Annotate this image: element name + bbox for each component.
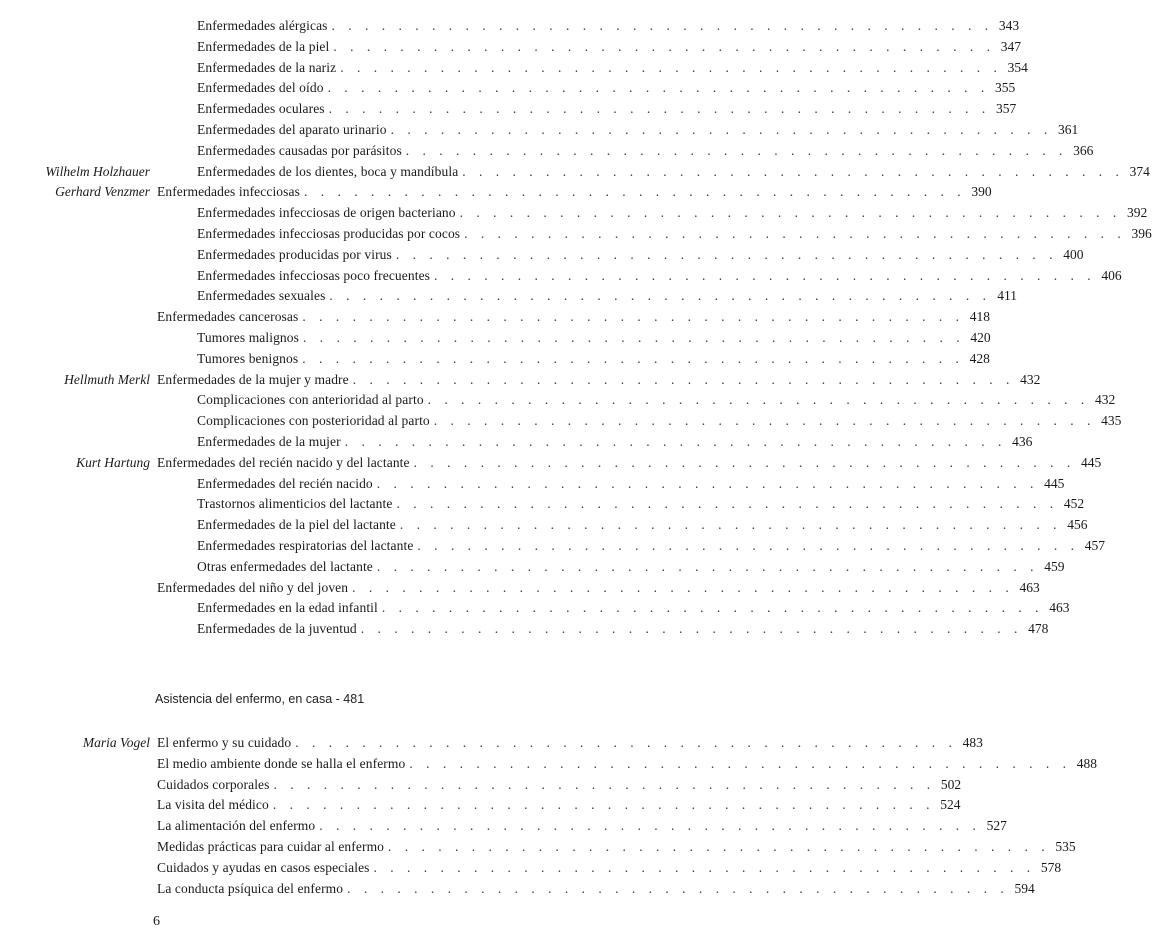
toc-entry-title: Enfermedades de la nariz: [197, 59, 337, 75]
toc-row: [0, 816, 1007, 837]
toc-entry-page: 436: [1012, 433, 1033, 449]
toc-row: [0, 598, 1070, 619]
toc-entry-title: Enfermedades oculares: [197, 101, 325, 117]
toc-entry[interactable]: [197, 162, 1150, 183]
toc-entry-title: Enfermedades del niño y del joven: [157, 579, 349, 595]
dot-leader: . . . . . . . . . . . . . . . . . . . . . . . . . . . . . . . . . . . . . . . .: [331, 18, 994, 33]
toc-entry-title: Trastornos alimenticios del lactante: [197, 496, 393, 512]
toc-entry-page: 390: [971, 184, 992, 200]
toc-row: [0, 203, 1148, 224]
toc-entry-title: Enfermedades del recién nacido y del lactante: [157, 454, 410, 470]
dot-leader: . . . . . . . . . . . . . . . . . . . . . . . . . . . . . . . . . . . . . . . .: [427, 392, 1090, 408]
dot-leader: . . . . . . . . . . . . . . . . . . . . . . . . . . . . . . . . . . . . . . . .: [352, 371, 1015, 387]
toc-row: [0, 182, 992, 203]
dot-leader: . . . . . . . . . . . . . . . . . . . . . . . . . . . . . . . . . . . . . . . .: [273, 776, 936, 792]
toc-entry[interactable]: [157, 879, 1035, 900]
toc-entry-page: 456: [1067, 517, 1088, 533]
toc-entry[interactable]: [157, 182, 992, 203]
dot-leader: . . . . . . . . . . . . . . . . . . . . . . . . . . . . . . . . . . . . . . . .: [399, 517, 1062, 533]
toc-row: [0, 432, 1033, 453]
toc-entry-page: 457: [1084, 537, 1106, 553]
toc-entry-page: 374: [1129, 163, 1150, 179]
toc-row: [0, 754, 1097, 775]
dot-leader: . . . . . . . . . . . . . . . . . . . . . . . . . . . . . . . . . . . . . . . .: [376, 558, 1039, 574]
dot-leader: . . . . . . . . . . . . . . . . . . . . . . . . . . . . . . . . . . . . . . . .: [405, 142, 1068, 158]
toc-entry[interactable]: [197, 224, 1152, 245]
toc-entry-title: Enfermedades de la piel: [197, 38, 330, 54]
toc-entry[interactable]: [157, 837, 1076, 858]
toc-entry-page: 535: [1055, 838, 1076, 854]
toc-entry[interactable]: [157, 858, 1062, 879]
dot-leader: . . . . . . . . . . . . . . . . . . . . . . . . . . . . . . . . . . . . . . . .: [417, 537, 1080, 553]
toc-row: [0, 619, 1049, 640]
toc-entry[interactable]: [197, 432, 1033, 453]
toc-row: [0, 16, 1020, 37]
dot-leader: . . . . . . . . . . . . . . . . . . . . . . . . . . . . . . . . . . . . . . . .: [333, 38, 995, 54]
toc-entry[interactable]: [197, 515, 1088, 536]
dot-leader: . . . . . . . . . . . . . . . . . . . . . . . . . . . . . . . . . . . . . . . .: [347, 880, 1009, 896]
toc-row: [0, 245, 1084, 266]
dot-leader: . . . . . . . . . . . . . . . . . . . . . . . . . . . . . . . . . . . . . . . .: [328, 101, 991, 117]
toc-row: [0, 120, 1079, 141]
toc-entry-page: 347: [1000, 38, 1021, 54]
toc-row: [0, 733, 983, 754]
toc-entry-page: 463: [1049, 600, 1070, 616]
dot-leader: . . . . . . . . . . . . . . . . . . . . . . . . . . . . . . . . . . . . . . . .: [302, 309, 964, 325]
toc-entry-title: Enfermedades del oído: [197, 80, 324, 96]
dot-leader: . . . . . . . . . . . . . . . . . . . . . . . . . . . . . . . . . . . . . . . .: [434, 267, 1096, 283]
toc-entry-title: El medio ambiente donde se halla el enfermo: [157, 755, 406, 771]
toc-entry-title: Enfermedades sexuales: [197, 288, 326, 304]
toc-row: [0, 879, 1035, 900]
toc-entry-page: 524: [940, 797, 961, 813]
toc-entry-title: Enfermedades de la mujer y madre: [157, 371, 349, 387]
dot-leader: . . . . . . . . . . . . . . . . . . . . . . . . . . . . . . . . . . . . . . . .: [303, 329, 965, 345]
dot-leader: . . . . . . . . . . . . . . . . . . . . . . . . . . . . . . . . . . . . . . . .: [376, 475, 1039, 491]
toc-entry[interactable]: [197, 120, 1079, 141]
toc-entry[interactable]: [197, 37, 1021, 58]
toc-entry-title: Enfermedades infecciosas producidas por cocos: [197, 225, 461, 241]
toc-entry-page: 432: [1095, 392, 1116, 408]
toc-entry-title: Tumores benignos: [197, 350, 299, 366]
dot-leader: . . . . . . . . . . . . . . . . . . . . . . . . . . . . . . . . . . . . . . . .: [302, 350, 964, 366]
toc-row: [0, 775, 962, 796]
toc-entry-title: Enfermedades infecciosas poco frecuentes: [197, 267, 431, 283]
toc-entry-page: 355: [994, 80, 1016, 96]
toc-entry[interactable]: [197, 598, 1070, 619]
dot-leader: . . . . . . . . . . . . . . . . . . . . . . . . . . . . . . . . . . . . . . . .: [340, 59, 1002, 75]
toc-entry[interactable]: [197, 286, 1018, 307]
toc-entry-page: 418: [969, 309, 990, 325]
toc-entry-page: 396: [1131, 225, 1152, 241]
toc-row: [0, 58, 1028, 79]
toc-entry[interactable]: [157, 578, 1040, 599]
toc-author: Wilhelm Holzhauer: [45, 163, 150, 179]
toc-entry-page: 432: [1020, 371, 1041, 387]
toc-entry-page: 435: [1101, 413, 1122, 429]
toc-section-home-care: [0, 733, 1097, 899]
section-heading: Asistencia del enfermo, en casa - 481: [155, 692, 365, 706]
toc-entry[interactable]: [157, 816, 1007, 837]
toc-entry-page: 488: [1076, 755, 1097, 771]
toc-entry-page: 502: [940, 776, 962, 792]
toc-entry-page: 478: [1028, 621, 1049, 637]
toc-entry[interactable]: [197, 141, 1094, 162]
toc-entry[interactable]: [197, 494, 1085, 515]
toc-entry-page: 392: [1127, 205, 1148, 221]
toc-entry-title: Enfermedades cancerosas: [157, 309, 299, 325]
toc-entry-page: 343: [998, 18, 1020, 33]
toc-row: [0, 370, 1041, 391]
toc-row: [0, 141, 1094, 162]
toc-author: Hellmuth Merkl: [64, 371, 150, 387]
toc-row: [0, 266, 1122, 287]
toc-entry-page: 463: [1019, 579, 1040, 595]
toc-entry[interactable]: [197, 474, 1065, 495]
toc-entry[interactable]: [157, 370, 1041, 391]
toc-entry-title: Tumores malignos: [197, 329, 299, 345]
toc-entry-page: 445: [1044, 475, 1065, 491]
toc-entry-page: 578: [1040, 859, 1062, 875]
toc-entry-title: Enfermedades de los dientes, boca y mandíbula: [197, 163, 459, 179]
toc-entry[interactable]: [197, 536, 1106, 557]
toc-author: Maria Vogel: [82, 735, 150, 750]
toc-entry-title: Enfermedades del recién nacido: [197, 475, 373, 491]
toc-entry[interactable]: [157, 754, 1097, 775]
dot-leader: . . . . . . . . . . . . . . . . . . . . . . . . . . . . . . . . . . . . . . . .: [390, 121, 1053, 137]
toc-entry[interactable]: [197, 203, 1148, 224]
dot-leader: . . . . . . . . . . . . . . . . . . . . . . . . . . . . . . . . . . . . . . . .: [344, 433, 1007, 449]
toc-entry-page: 420: [970, 329, 991, 345]
dot-leader: . . . . . . . . . . . . . . . . . . . . . . . . . . . . . . . . . . . . . . . .: [459, 205, 1122, 221]
toc-entry-title: Enfermedades producidas por virus: [197, 246, 392, 262]
toc-entry-page: 361: [1057, 121, 1079, 137]
toc-entry-title: Complicaciones con posterioridad al parto: [197, 413, 430, 429]
toc-entry[interactable]: [157, 307, 990, 328]
toc-row: [0, 390, 1116, 411]
toc-row: [0, 78, 1016, 99]
toc-entry-page: 357: [996, 101, 1017, 117]
toc-entry-page: 354: [1007, 59, 1028, 75]
toc-entry-title: Enfermedades de la piel del lactante: [197, 517, 396, 533]
toc-row: [0, 286, 1018, 307]
dot-leader: . . . . . . . . . . . . . . . . . . . . . . . . . . . . . . . . . . . . . . . .: [329, 288, 992, 304]
toc-entry[interactable]: [197, 245, 1084, 266]
toc-entry-title: La alimentación del enfermo: [157, 818, 316, 834]
toc-entry-title: Cuidados corporales: [157, 776, 270, 792]
toc-entry-title: Enfermedades de la mujer: [197, 433, 341, 449]
toc-entry-title: La visita del médico: [157, 797, 269, 813]
toc-entry-page: 459: [1044, 558, 1065, 574]
toc-entry-title: Cuidados y ayudas en casos especiales: [157, 859, 370, 875]
toc-row: [0, 349, 990, 370]
toc-row: [0, 858, 1062, 879]
toc-row: [0, 837, 1076, 858]
toc-row: [0, 474, 1065, 495]
toc-entry[interactable]: [197, 266, 1122, 287]
toc-entry-title: Otras enfermedades del lactante: [197, 558, 373, 574]
toc-row: [0, 494, 1085, 515]
toc-row: [0, 557, 1065, 578]
toc-entry-title: Enfermedades del aparato urinario: [197, 121, 387, 137]
toc-entry[interactable]: [197, 78, 1016, 99]
toc-entry-page: 527: [986, 818, 1007, 834]
toc-entry-page: 452: [1063, 496, 1085, 512]
toc-row: [0, 411, 1122, 432]
toc-entry-title: Enfermedades en la edad infantil: [197, 600, 378, 616]
toc-entry-title: Enfermedades de la juventud: [197, 621, 357, 637]
toc-entry[interactable]: [197, 411, 1122, 432]
toc-entry[interactable]: [157, 733, 983, 754]
toc-entry[interactable]: [197, 16, 1020, 37]
toc-entry-title: La conducta psíquica del enfermo: [157, 880, 344, 896]
toc-entry-page: 366: [1073, 142, 1094, 158]
dot-leader: . . . . . . . . . . . . . . . . . . . . . . . . . . . . . . . . . . . . . . . .: [413, 454, 1076, 470]
toc-row: [0, 578, 1040, 599]
toc-author: Kurt Hartung: [76, 454, 150, 470]
dot-leader: . . . . . . . . . . . . . . . . . . . . . . . . . . . . . . . . . . . . . . . .: [409, 755, 1071, 771]
dot-leader: . . . . . . . . . . . . . . . . . . . . . . . . . . . . . . . . . . . . . . . .: [395, 246, 1058, 262]
dot-leader: . . . . . . . . . . . . . . . . . . . . . . . . . . . . . . . . . . . . . . . .: [462, 163, 1124, 179]
toc-entry-page: 594: [1014, 880, 1035, 896]
dot-leader: . . . . . . . . . . . . . . . . . . . . . . . . . . . . . . . . . . . . . . . .: [352, 579, 1014, 595]
toc-entry[interactable]: [197, 328, 991, 349]
dot-leader: . . . . . . . . . . . . . . . . . . . . . . . . . . . . . . . . . . . . . . . .: [295, 735, 957, 750]
toc-entry-page: 445: [1081, 454, 1102, 470]
toc-entry[interactable]: [197, 390, 1116, 411]
toc-entry-title: Medidas prácticas para cuidar al enfermo: [157, 838, 385, 854]
dot-leader: . . . . . . . . . . . . . . . . . . . . . . . . . . . . . . . . . . . . . . . .: [373, 859, 1036, 875]
toc-row: [0, 37, 1021, 58]
toc-entry-title: Enfermedades infecciosas de origen bacteriano: [197, 205, 456, 221]
toc-row: [0, 795, 961, 816]
page-number: 6: [153, 914, 160, 929]
toc-entry[interactable]: [197, 99, 1017, 120]
dot-leader: . . . . . . . . . . . . . . . . . . . . . . . . . . . . . . . . . . . . . . . .: [327, 80, 990, 96]
toc-entry[interactable]: [157, 795, 961, 816]
toc-entry-page: 483: [962, 735, 983, 750]
toc-row: [0, 536, 1106, 557]
toc-author: Gerhard Venzmer: [55, 184, 150, 200]
toc-row: [0, 162, 1150, 183]
toc-row: [0, 515, 1088, 536]
toc-row: [0, 453, 1102, 474]
toc-entry-title: Enfermedades alérgicas: [197, 18, 328, 33]
toc-entry-title: Enfermedades causadas por parásitos: [197, 142, 402, 158]
dot-leader: . . . . . . . . . . . . . . . . . . . . . . . . . . . . . . . . . . . . . . . .: [303, 184, 966, 200]
toc-entry-title: Complicaciones con anterioridad al parto: [197, 392, 424, 408]
toc-entry[interactable]: [157, 453, 1102, 474]
dot-leader: . . . . . . . . . . . . . . . . . . . . . . . . . . . . . . . . . . . . . . . .: [272, 797, 935, 813]
toc-entry-page: 400: [1063, 246, 1084, 262]
toc-row: [0, 307, 990, 328]
toc-entry[interactable]: [197, 619, 1049, 640]
toc-entry[interactable]: [197, 58, 1028, 79]
toc-entry[interactable]: [197, 349, 990, 370]
toc-entry-title: Enfermedades infecciosas: [157, 184, 300, 200]
toc-entry[interactable]: [157, 775, 962, 796]
toc-row: [0, 328, 991, 349]
dot-leader: . . . . . . . . . . . . . . . . . . . . . . . . . . . . . . . . . . . . . . . .: [381, 600, 1044, 616]
toc-entry-title: Enfermedades respiratorias del lactante: [197, 537, 414, 553]
dot-leader: . . . . . . . . . . . . . . . . . . . . . . . . . . . . . . . . . . . . . . . .: [433, 413, 1096, 429]
dot-leader: . . . . . . . . . . . . . . . . . . . . . . . . . . . . . . . . . . . . . . . .: [388, 838, 1050, 854]
toc-entry-title: El enfermo y su cuidado: [157, 735, 292, 750]
toc-entry[interactable]: [197, 557, 1065, 578]
toc-section-diseases: [0, 16, 1152, 640]
toc-entry-page: 406: [1101, 267, 1122, 283]
toc-row: [0, 99, 1017, 120]
dot-leader: . . . . . . . . . . . . . . . . . . . . . . . . . . . . . . . . . . . . . . . .: [319, 818, 981, 834]
toc-row: [0, 224, 1152, 245]
dot-leader: . . . . . . . . . . . . . . . . . . . . . . . . . . . . . . . . . . . . . . . .: [396, 496, 1059, 512]
toc-entry-page: 411: [997, 288, 1018, 304]
dot-leader: . . . . . . . . . . . . . . . . . . . . . . . . . . . . . . . . . . . . . . . .: [464, 225, 1126, 241]
toc-entry-page: 428: [969, 350, 990, 366]
dot-leader: . . . . . . . . . . . . . . . . . . . . . . . . . . . . . . . . . . . . . . . .: [360, 621, 1023, 637]
